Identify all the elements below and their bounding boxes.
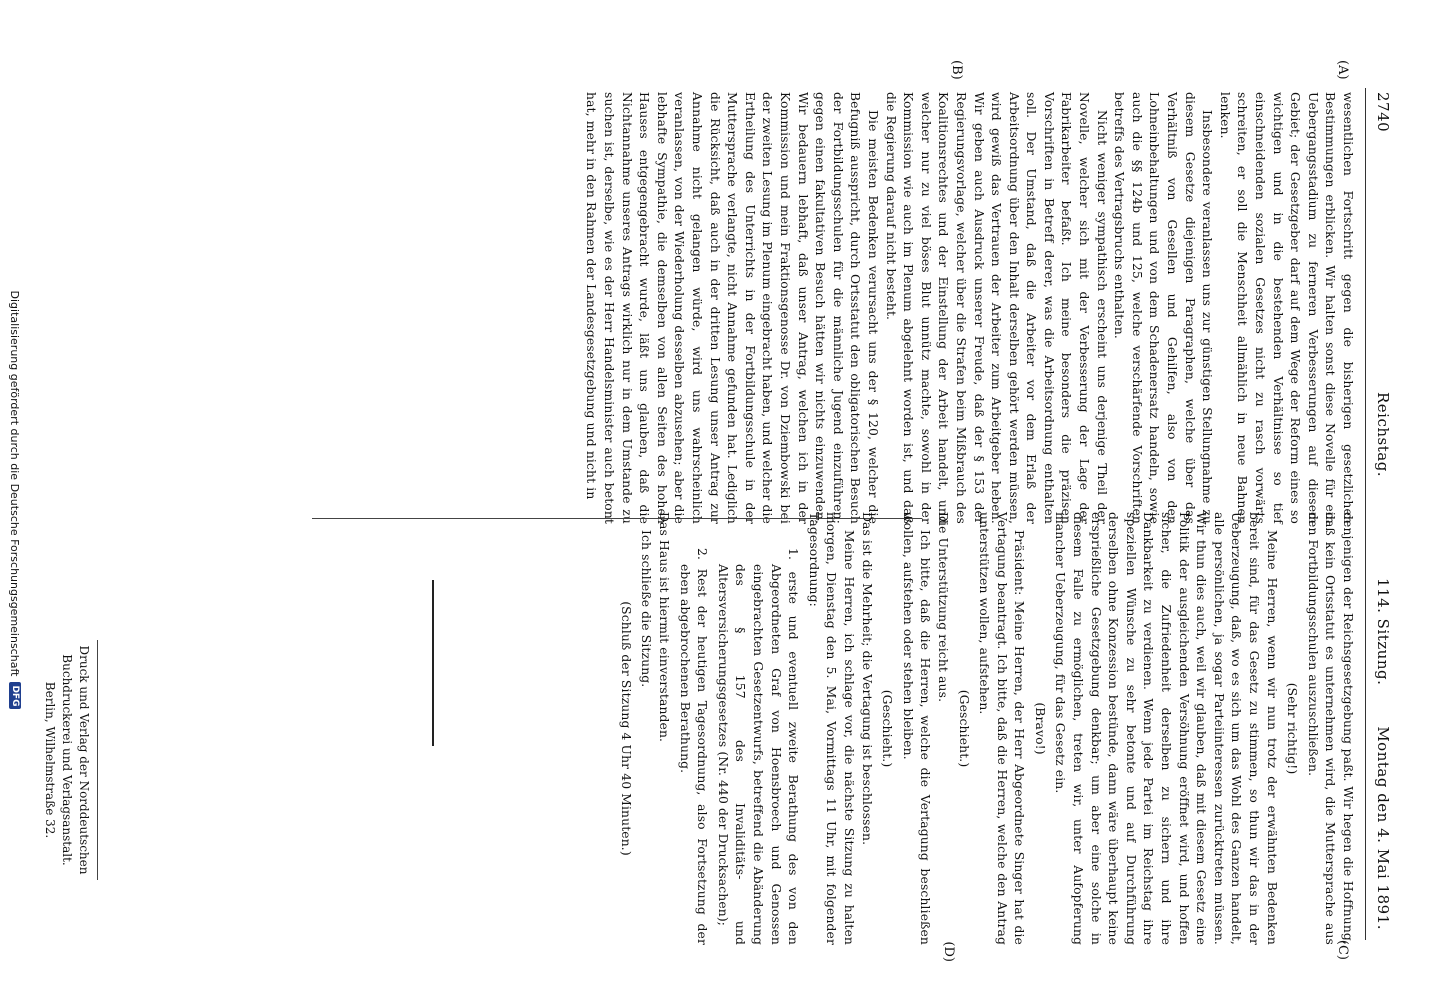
- footer-rule: [97, 640, 98, 880]
- paragraph: Ich bitte, daß die Herren, welche die Vertagung beschließen wollen, aufstehen oder stehen bleiben.: [900, 512, 933, 945]
- remark: (Bravo!): [1032, 702, 1047, 755]
- digitization-credit: [3, 0, 27, 1000]
- president-statement: Präsident: Meine Herren, der Herr Abgeordnete Singer hat die Vertagung beantragt. Ich bitte, daß die Herren, welche den Antrag unterstützen wollen, aufstehen.: [977, 512, 1027, 945]
- header-title: Reichstag.: [1374, 392, 1392, 478]
- paragraph: denjenigen der Reichsgesetzgebung paßt. Wir hegen die Hoffnung, daß kein Ortsstatut es unternehmen wird, die Muttersprache aus den Fortbildungsschulen auszuschließen.: [1305, 512, 1355, 945]
- session-closing: (Schluß der Sitzung 4 Uhr 40 Minuten.): [618, 601, 633, 856]
- dfg-logo-icon: DFG: [9, 682, 21, 709]
- paragraph: Nicht weniger sympathisch erscheint uns derjenige Theil der Novelle, welcher sich mit der Verbesserung der Lage der Fabrikarbeiter befaßt. Ich meine besonders die präzisen Vorschriften in Betreff derer, was die Arbeitsordnung enthalten soll. Der Umstand, daß die Arbeiter vor dem Erlaß der Arbeitsordnung über den Inhalt derselben gehört werden müssen, wird gewiß das Vertrauen der Arbeiter zum Arbeitgeber heben. Wir geben auch Ausdruck unserer Freude, daß der § 153 der Regierungsvorlage, welcher über die Strafen beim Mißbrauch des Koalitionsrechtes und der Einstellung der Arbeit handelt, und welcher nur zu viel böses Blut unnütz machte, sowohl in der Kommission wie auch im Plenum abgelehnt worden ist, und daß die Regierung darauf nicht besteht.: [883, 92, 1109, 524]
- remark: (Geschieht.): [880, 689, 895, 768]
- agenda-item: 2. Rest der heutigen Tagesordnung, also Fortsetzung der eben abgebrochenen Berathung.: [677, 548, 710, 945]
- digitization-text: Digitalisierung gefördert durch die Deutsche Forschungsgemeinschaft: [8, 290, 22, 677]
- agenda-item: 1. erste und eventuell zweite Berathung des von den Abgeordneten Graf von Hoensbroech und Genossen eingebrachten Gesetzentwurfs, betreffend die Abänderung des § 157 des Invaliditäts- und Altersversicherungsgesetzes (Nr. 440 der Drucksachen);: [715, 548, 801, 945]
- margin-marker-b: (B): [949, 60, 964, 80]
- printer-imprint: [41, 600, 92, 920]
- header-rule: [1365, 88, 1366, 940]
- right-column: [613, 512, 1356, 945]
- margin-marker-d: (D): [941, 941, 956, 962]
- paragraph: Meine Herren, wenn wir nun trotz der erwähnten Bedenken bereit sind, für das Gesetz zu stimmen, so thun wir das in der Ueberzeugung, daß, wo es sich um das Wohl des Ganzen handelt, alle persönlichen, ja sogar Parteiinteressen zurücktreten müssen. Wir thun dies auch, weil wir glauben, daß mit diesem Gesetz eine Politik der ausgleichenden Versöhnung eröffnet wird, und hoffen sicher, die Zufriedenheit derselben zu sichern und ihre Dankbarkeit zu verdienen. Wenn jede Partei im Reichstag ihre speziellen Wünsche zu sehr betonte und auf Durchführung derselben ohne Konzession bestünde, dann wäre überhaupt keine ersprießliche Gesetzgebung denkbar; um aber eine solche in diesem Falle zu ermöglichen, treten wir, unter Aufopferung mancher Ueberzeugung, für das Gesetz ein.: [1053, 512, 1279, 945]
- imprint-line: Druck und Verlag der Norddeutschen Buchdruckerei und Verlagsanstalt.: [60, 645, 91, 875]
- left-column: [582, 92, 1356, 524]
- paragraph: Ich schließe die Sitzung.: [639, 530, 654, 688]
- paragraph: Das Haus ist hiermit einverstanden.: [657, 512, 672, 743]
- remark: (Sehr richtig!): [1285, 682, 1300, 775]
- imprint-line: Berlin, Wilhelmstraße 32.: [43, 681, 57, 839]
- paragraph: Die meisten Bedenken verursacht uns der § 120, welcher die Befugniß ausspricht, durch Ortsstatut den obligatorischen Besuch der Fortbildungsschulen für die männliche Jugend einzuführen; gegen einen fakultativen Besuch hätten wir nichts einzuwenden. Wir bedauern lebhaft, daß unser Antrag, welchen ich in der Kommission und mein Fraktionsgenosse Dr. von Dziembowski bei der zweiten Lesung im Plenum eingebracht haben, und welcher die Ertheilung des Unterrichts in der Fortbildungsschule in der Muttersprache verlangte, nicht Annahme gefunden hat. Lediglich die Rücksicht, daß auch in der dritten Lesung unser Antrag zur Annahme nicht gelangen würde, wird uns wahrscheinlich veranlassen, von der Wiederholung desselben abzusehen; aber die lebhafte Sympathie, die demselben von allen Seiten des hohen Hauses entgegengebracht wurde, läßt uns glauben, daß die Nichtannahme unseres Antrags wirklich nur in dem Umstande zu suchen ist, derselbe, wie es der Herr Handelsminister auch betont hat, mehr in den Rahmen der Landesgesetzgebung und nicht in: [584, 92, 880, 524]
- header-session: 114. Sitzung.: [1374, 578, 1392, 686]
- paragraph: Das ist die Mehrheit; die Vertagung ist beschlossen.: [859, 512, 874, 846]
- page-header: [1366, 92, 1392, 930]
- paragraph: Meine Herren, ich schlage vor, die nächste Sitzung zu halten morgen, Dienstag den 5. Mai, Vormittags 11 Uhr, mit folgender Tagesordnung:: [806, 512, 856, 945]
- paragraph: wesentlichen Fortschritt gegen die bisherigen gesetzlichen Bestimmungen erblicken. Wir halten sonst diese Novelle für ein Uebergangsstadium zu ferneren Verbesserungen auf diesem Gebiet; der Gesetzgeber darf auf dem Wege der Reform eines so wichtigen und in die bestehenden Verhältnisse so tief einschneidenden sozialen Gesetzes nicht zu rasch vorwärts schreiten, er soll die Menschheit allmählich in neue Bahnen lenken.: [1217, 92, 1355, 524]
- header-date: Montag den 4. Mai 1891.: [1374, 726, 1392, 930]
- remark: (Geschieht.): [956, 689, 971, 768]
- horizontal-bar: [432, 580, 434, 746]
- page-number: 2740: [1374, 92, 1392, 133]
- paragraph: Insbesondere veranlassen uns zur günstigen Stellungnahme zu diesem Gesetze diejenigen Paragraphen, welche über das Verhältniß von Gesellen und Gehilfen, also von den Lohneinbehaltungen und von dem Schadenersatz handeln, sowie auch die §§ 124b und 125, welche verschärfende Vorschriften betreffs des Vertragsbruchs enthalten.: [1112, 92, 1215, 524]
- margin-marker-c: (C): [1335, 939, 1350, 960]
- paragraph: Die Unterstützung reicht aus.: [935, 512, 950, 703]
- margin-marker-a: (A): [1335, 60, 1350, 80]
